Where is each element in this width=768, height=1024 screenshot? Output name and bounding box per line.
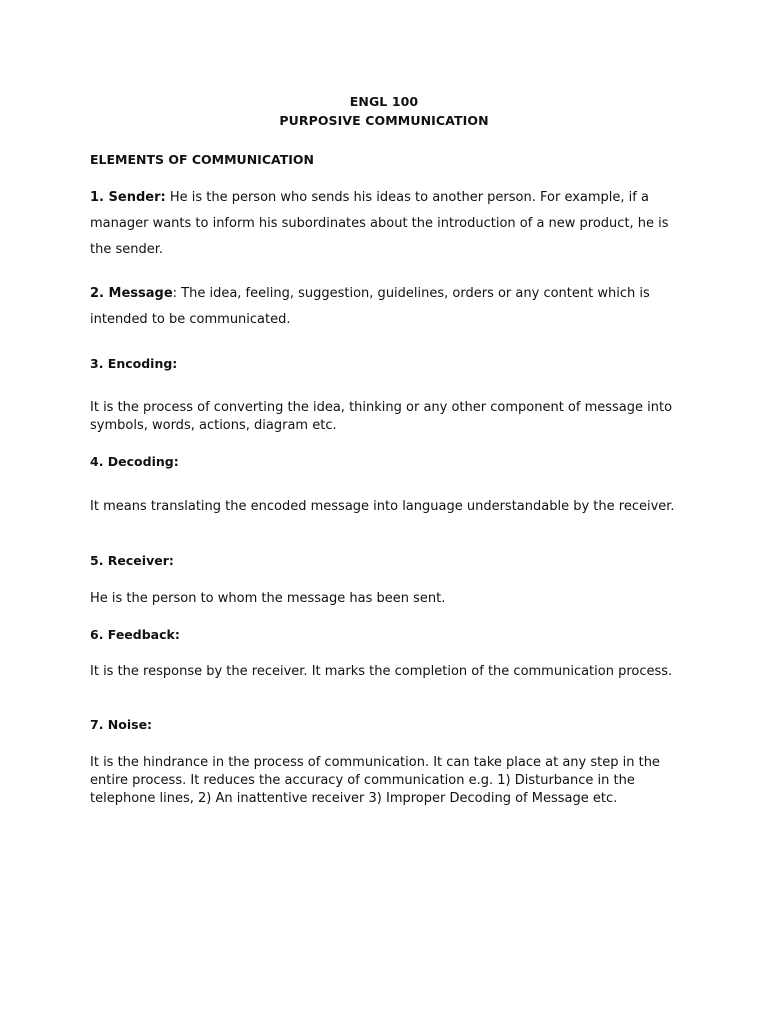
element-message — [90, 281, 690, 333]
element-feedback-label: 6. Feedback: — [90, 627, 180, 642]
course-subject: PURPOSIVE COMMUNICATION — [279, 113, 489, 128]
element-noise-label: 7. Noise: — [90, 717, 153, 732]
section-title: ELEMENTS OF COMMUNICATION — [90, 152, 314, 167]
element-encoding-text: It is the process of converting the idea, thinking or any other component of message into symbols, words, actions, diagram etc. — [90, 400, 673, 433]
element-receiver-label: 5. Receiver: — [90, 553, 174, 568]
element-sender — [90, 185, 690, 263]
element-message-text: : The idea, feeling, suggestion, guidelines, orders or any content which is intended to be communicated. — [90, 286, 650, 327]
element-receiver-text: He is the person to whom the message has been sent. — [90, 591, 446, 606]
element-message-label: 2. Message — [90, 286, 173, 301]
element-sender-text: He is the person who sends his ideas to another person. For example, if a manager wants to inform his subordinates about the introduction of a new product, he is the sender. — [90, 190, 669, 257]
course-code: ENGL 100 — [349, 94, 419, 109]
element-encoding-label: 3. Encoding: — [90, 356, 178, 371]
element-sender-label: 1. Sender: — [90, 190, 166, 205]
element-noise-text: It is the hindrance in the process of communication. It can take place at any step in the entire process. It reduces the accuracy of communication e.g. 1) Disturbance in the telephone lines, 2) An inattentive receiver 3) Improper Decoding of Message etc. — [90, 755, 660, 806]
element-decoding-text: It means translating the encoded message into language understandable by the receiver. — [90, 499, 675, 514]
element-feedback-text: It is the response by the receiver. It marks the completion of the communication process. — [90, 664, 673, 679]
element-decoding-label: 4. Decoding: — [90, 454, 179, 469]
